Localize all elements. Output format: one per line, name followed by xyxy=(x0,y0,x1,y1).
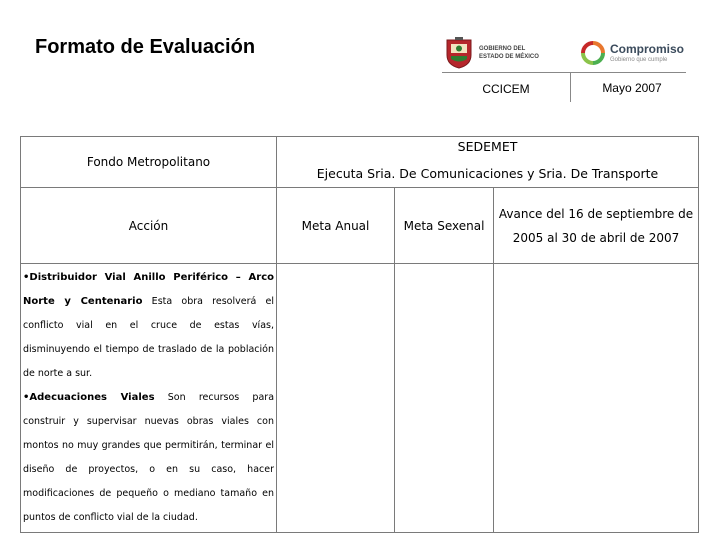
date-label: Mayo 2007 xyxy=(602,81,662,95)
executor-label: Ejecuta Sria. De Comunicaciones y Sria. De Transporte xyxy=(316,166,659,181)
list-item xyxy=(23,266,274,386)
item-title: •Adecuaciones Viales xyxy=(23,392,155,403)
compromiso-logo xyxy=(580,38,690,68)
item-text: Son recursos para construir y supervisar nuevas obras viales con montos no muy grandes que permitirán, terminar el diseño de proyectos, o en su caso, hacer modificaciones de pequeño o mediano tamaño en puntos de conflicto vial de la ciudad. xyxy=(23,392,275,523)
compromiso-slogan: Gobierno que cumple xyxy=(610,56,668,63)
avance-value-cell xyxy=(494,264,699,533)
compromiso-name: Compromiso xyxy=(610,41,685,56)
table-row xyxy=(21,264,699,533)
meta-anual-value-cell xyxy=(277,264,395,533)
column-header-accion: Acción xyxy=(21,188,277,264)
ccicem-label: CCICEM xyxy=(482,82,530,96)
gobierno-estado-mexico-logo xyxy=(445,36,555,70)
estado-de-mexico-seal-icon xyxy=(445,37,473,69)
accion-description-cell xyxy=(21,264,277,533)
fund-cell xyxy=(21,137,277,188)
compromiso-swirl-icon xyxy=(580,40,606,66)
column-header-meta-sexenal: Meta Sexenal xyxy=(395,188,494,264)
gobierno-logo-text: GOBIERNO DEL ESTADO DE MÉXICO xyxy=(479,46,539,60)
page-title: Formato de Evaluación xyxy=(35,36,256,58)
fund-label: Fondo Metropolitano xyxy=(86,155,211,169)
table-header-row-2 xyxy=(21,188,699,264)
table-header-row-1 xyxy=(21,137,699,188)
agency-label: SEDEMET xyxy=(457,139,518,154)
header-divider-vertical xyxy=(570,72,571,102)
meta-sexenal-value-cell xyxy=(395,264,494,533)
list-item xyxy=(23,386,274,530)
item-title: •Distribuidor Vial Anillo Periférico – Arco Norte y Centenario xyxy=(23,272,274,307)
column-header-meta-anual: Meta Anual xyxy=(277,188,395,264)
item-text: Esta obra resolverá el conflicto vial en el cruce de estas vías, disminuyendo el tiempo de traslado de la población de norte a sur. xyxy=(23,296,274,379)
column-header-avance: Avance del 16 de septiembre de 2005 al 30 de abril de 2007 xyxy=(494,188,699,264)
evaluation-table xyxy=(20,136,699,533)
agency-cell xyxy=(277,137,699,188)
header-divider-horizontal xyxy=(442,72,686,73)
